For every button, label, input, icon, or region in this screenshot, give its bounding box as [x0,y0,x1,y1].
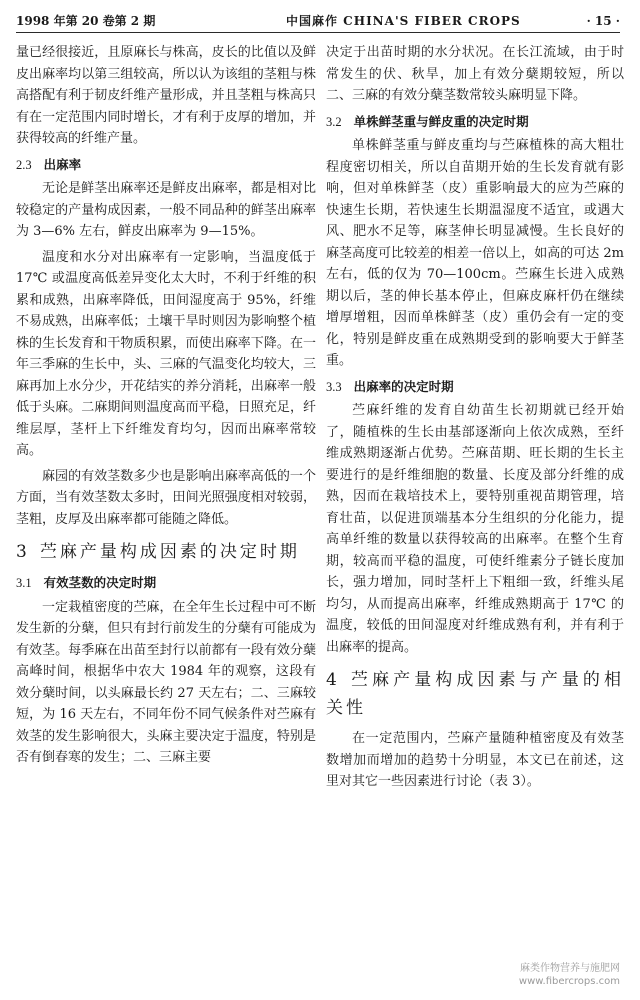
section-title: 苎麻产量构成因素的决定时期 [39,542,300,562]
section-heading-4 [326,666,624,722]
section-heading-3-1 [16,572,316,595]
section-heading-3-2 [326,111,624,134]
right-column [326,42,624,793]
paragraph: 麻园的有效茎数多少也是影响出麻率高低的一个方面，当有效茎数太多时，田间光照强度相对较弱，茎粗，皮厚及出麻率都可能随之降低。 [16,468,316,527]
section-number: 3 [16,542,30,562]
paragraph: 在一定范围内，苎麻产量随种植密度及有效茎数增加而增加的趋势十分明显，本文已在前述，这里对其它一些因素进行讨论（表 3）。 [326,731,624,789]
section-title: 苎麻产量构成因素与产量的相关性 [326,670,624,718]
paragraph: 决定于出苗时期的水分状况。在长江流域，由于时常发生的伏、秋旱，加上有效分蘖期较短，所以二、三麻的有效分蘖茎数常较头麻明显下降。 [326,45,624,103]
journal-issue: 1998 年第 20 卷第 2 期 [16,14,156,28]
paragraph: 温度和水分对出麻率有一定影响，当温度低于 17℃ 或温度高低差异变化太大时，不利于纤维的积累和成熟，出麻率降低，田间湿度高于 95%，纤维不易成熟，出麻率低；土壤干旱时则因为影响整个植株的生长发育和干物质积累，而使出麻率下降。在一年三季麻的生长中，头、三麻的气温变化均较大，三麻再加上水分少，开花结实的养分消耗，出麻率一般低于头麻。二麻期间则温度高而平稳，日照充足，纤维层厚，茎杆上下纤维发育均匀，因而出麻率常较高。 [16,249,316,458]
section-title: 有效茎数的决定时期 [43,575,157,590]
paragraph: 无论是鲜茎出麻率还是鲜皮出麻率，都是相对比较稳定的产量构成因素，一般不同品种的鲜茎出麻率为 3—6% 左右，鲜皮出麻率为 9—15%。 [16,181,316,239]
section-heading-3-3 [326,376,624,399]
watermark [519,962,620,988]
section-title: 出麻率 [43,156,82,172]
left-column [16,42,316,769]
watermark-url: www.fibercrops.com [518,976,620,987]
paragraph: 一定栽植密度的苎麻，在全年生长过程中可不断发生新的分蘖，但只有封行前发生的分蘖有可能成为有效茎。每季麻在出苗至封行以前都有一段有效分蘖高峰时间，根据华中农大 1984 年的观察，这段有效分蘖时间，以头麻最长约 27 天左右；二、三麻较短，为 16 天左右，不同年份不同气候条件对苎麻有效茎的发生影响很大，头麻主要决定于温度，特别是否有倒春寒的发生；二、三麻主要 [16,599,316,765]
paragraph: 苎麻纤维的发育自幼苗生长初期就已经开始了，随植株的生长由基部逐渐向上依次成熟，至纤维成熟期逐渐占优势。苎麻苗期、旺长期的生长主要进行的是纤维细胞的数量、长度及部分纤维的成熟，因而在栽培技术上，要特别重视苗期管理，培育壮苗，以促进顶端基本分生组织的分化能力，提高单纤维的数量以获得较高的出麻率。在整个生育期，较高而平稳的温度，可使纤维素分子链长度加长，强力增加，同时茎杆上下粗细一致，纤维头尾均匀，从而提高出麻率，纤维成熟期高于 17℃ 的温度，较低的田间湿度对纤维成熟有利，并有利于出麻率的提高。 [326,403,624,655]
running-header [16,10,620,33]
paragraph: 量已经很接近，且原麻长与株高，皮长的比值以及鲜皮出麻率均以第三组较高，所以认为该组的茎粗与株高搭配有利于韧皮纤维产量形成，并且茎粗与株高只有在一定范围内同时增长，才有利于皮厚的增加，并获得较高的纤维产量。 [16,45,316,146]
page-number: · 15 · [586,14,620,28]
section-number: 4 [326,670,340,690]
section-heading-2-3 [16,154,316,177]
section-number: 3.1 [16,576,32,590]
paragraph: 单株鲜茎重与鲜皮重均与苎麻植株的高大粗壮程度密切相关，所以自苗期开始的生长发育就有影响，但对单株鲜茎（皮）重影响最大的应为苎麻的快速生长期，若快速生长期温湿度不适宜，或遇大风、肥水不足等，麻茎伸长明显减慢。生长良好的麻茎高度可比较差的相差一倍以上，如高的可达 2m 左右，低的仅为 70—100cm。苎麻生长进入成熟期以后，茎的伸长基本停止，但麻皮麻杆仍在继续增厚增粗，因而单株鲜茎（皮）重仍会有一定的变化，特别是鲜皮重在成熟期受到的影响要大于鲜茎重。 [326,138,624,368]
section-title: 单株鲜茎重与鲜皮重的决定时期 [353,113,529,129]
watermark-name: 麻类作物营养与施肥网 [520,963,620,974]
section-title: 出麻率的决定时期 [353,378,454,394]
section-number: 3.3 [326,379,342,394]
journal-title: 中国麻作 CHINA'S FIBER CROPS [286,14,521,28]
section-number: 3.2 [326,114,342,129]
section-number: 2.3 [16,157,32,172]
section-heading-3 [16,538,316,566]
